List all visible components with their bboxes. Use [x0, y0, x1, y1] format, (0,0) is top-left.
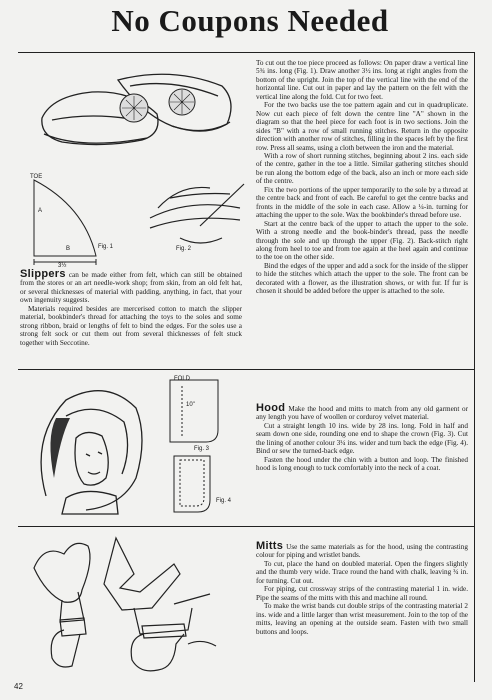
slippers-illustration: [22, 56, 242, 176]
hood-para-2: Fasten the hood under the chin with a button and loop. The finished hood is long enough to tuck comfortably into the neck of a coat.: [256, 455, 468, 473]
slippers-instructions: [256, 59, 468, 296]
section-divider-1: [18, 369, 474, 370]
slippers-body: can be made either from felt, which can still be obtained from the stores or an art needle-work shop; from skin, from an old felt hat, or several thicknesses of material with padding, anything, in fact, that your own ingenuity suggests.: [20, 271, 242, 305]
page-title: No Coupons Needed: [111, 3, 389, 38]
fig3-dim: 10": [186, 402, 195, 408]
hood-text: [256, 404, 468, 473]
title-rule: [18, 52, 474, 53]
fig1-pattern-diagram: [24, 176, 134, 268]
section-divider-2: [18, 526, 474, 527]
slippers-heading: Slippers: [20, 268, 66, 280]
mitts-para-1: To cut, place the hand on doubled material. Open the fingers slightly and the thumb very wide. Trace round the hand with chalk, leaving ¾ in. for turning. Cut out.: [256, 559, 468, 585]
hood-illustration: [26, 378, 156, 518]
fig3-hood-pattern: [162, 376, 226, 446]
slippers-intro: [20, 270, 242, 347]
instructions-para-6: Bind the edges of the upper and add a sock for the inside of the slipper to hide the stitches which attach the upper to the sole. The front can be decorated with a flower, as the illustration shows, or with fur. If fur is chosen it should be added before the upper is attached to the sole.: [256, 261, 468, 296]
mitts-text: [256, 542, 468, 636]
fig2-stitching-diagram: [140, 178, 248, 258]
fig1-toe-mark: TOE: [30, 174, 43, 180]
mitts-body: Use the same materials as for the hood, using the contrasting colour for piping and wristlet bands.: [256, 543, 468, 560]
mitts-para-3: To make the wrist bands cut double strips of the contrasting material 2 ins. wide and a little larger than wrist measurement. Join to the top of the mitts, leaving an opening at the outside seam. Fasten with two small buttons and loops.: [256, 602, 468, 636]
instructions-para-1: To cut out the toe piece proceed as follows: On paper draw a vertical line 5¾ ins. long (Fig. 1). Draw another 3½ ins. long at right angles from the bottom of the upright. Join the top of the vertical line with the end of the horizontal line. Cut out in paper and lay the pattern on the felt with the vertical line along the fold. Cut for two feet.: [256, 59, 468, 101]
fig1-dim: 3½: [58, 263, 67, 269]
mitts-heading: Mitts: [256, 540, 284, 552]
right-border: [474, 52, 475, 682]
mitts-para-2: For piping, cut crossway strips of the contrasting material 1 in. wide. Pipe the seams of the mitts with this and machine all round.: [256, 585, 468, 602]
fig1-mark-b: B: [66, 246, 71, 252]
instructions-para-4: Fix the two portions of the upper temporarily to the sole by a thread at the centre back and front of each. Be careful to get the centre backs and fronts in the middle of the sole in each case. Allow a ¼-in. turning for attaching the upper to the sole. Wax the bookbinder's thread before use.: [256, 185, 468, 220]
fig4-hood-lining: [170, 452, 220, 516]
page-number: 42: [14, 682, 23, 691]
mitts-illustration: [24, 534, 248, 678]
fig3-fold-mark: FOLD: [174, 376, 191, 382]
fig1-mark-a: A: [38, 208, 43, 214]
hood-para-1: Cut a straight length 10 ins. wide by 28 ins. long. Fold in half and seam down one side, rounding one end to shape the crown (Fig. 3). Cut the lining of another colour 3¼ ins. wider and turn back the edge (Fig. 4). Bind or sew the turned-back edge.: [256, 421, 468, 456]
fig4-label: Fig. 4: [216, 498, 232, 504]
instructions-para-2: For the two backs use the toe pattern again and cut in quadruplicate. Now cut each piece of felt down the centre line "A" shown in the diagram so that the heel piece for each foot is in two sections. Join the sides "B" with a row of small running stitches. Return in the opposite direction with another row of stitches, filling in the spaces left by the first row. Press all seams, using a cloth between the iron and the material.: [256, 101, 468, 152]
fig2-label: Fig. 2: [176, 246, 192, 252]
instructions-para-3: With a row of short running stitches, beginning about 2 ins. each side of the centre, gather in the toe a little. Similar gathering stitches should be run along the bottom edge of the back, also an inch or more each side of the centre.: [256, 151, 468, 186]
slippers-materials: Materials required besides are mercerised cotton to match the slipper material, bookbinder's thread for attaching the toys to the soles and some strong ribbon, braid or lengths of felt to bind the edges. For the soles use a strong felt sock or cut them out from several thicknesses of felt stuck together with Seccotine.: [20, 304, 242, 347]
instructions-para-5: Start at the centre back of the upper to attach the upper to the sole. With a strong needle and the book-binder's thread, pass the needle through the sole and up through the upper (Fig. 2). Back-stitch right along from heel to toe and from toe again at the heel again and continue to the toe on the other side.: [256, 219, 468, 262]
fig3-label: Fig. 3: [194, 446, 210, 452]
fig1-label: Fig. 1: [98, 244, 114, 250]
hood-body: Make the hood and mitts to match from any old garment or any length you have of woollen or corduroy velvet material.: [256, 405, 468, 422]
hood-heading: Hood: [256, 402, 286, 414]
